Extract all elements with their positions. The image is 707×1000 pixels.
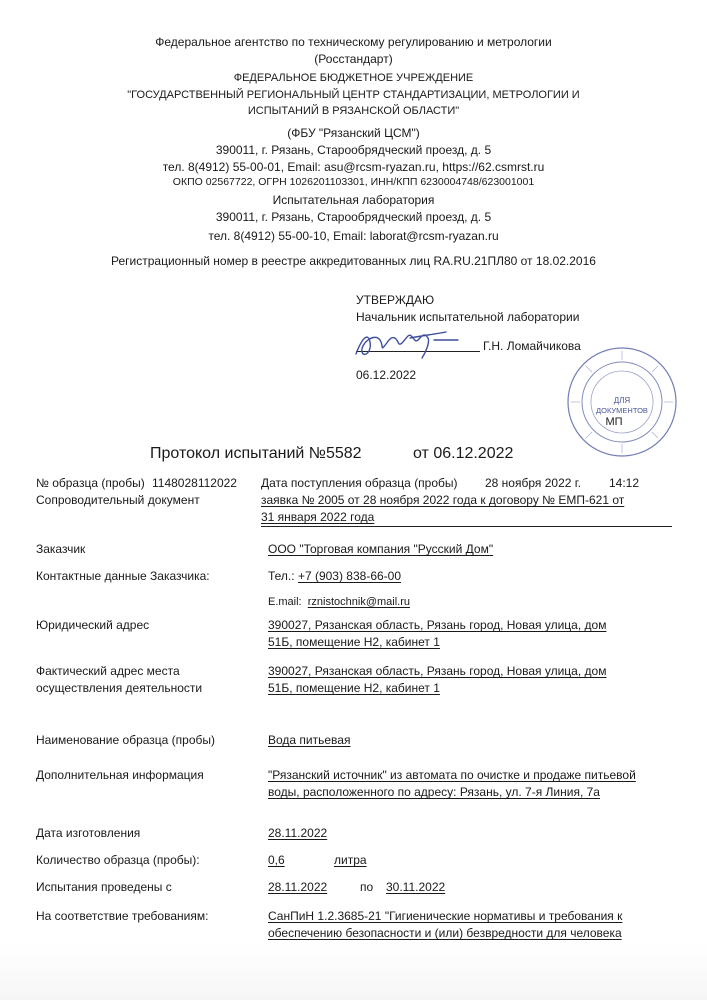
doc-underline: [261, 526, 672, 527]
made-date-value: 28.11.2022: [268, 826, 328, 840]
registration-number: Регистрационный номер в реестре аккредитованных лиц RA.RU.21ПЛ80 от 18.02.2016: [111, 254, 596, 268]
actual-address-line-1: 390027, Рязанская область, Рязань город, Новая улица, дом: [268, 664, 607, 678]
sample-number-value: 1148028112022: [152, 476, 237, 490]
legal-address-line-1: 390027, Рязанская область, Рязань город, Новая улица, дом: [268, 618, 607, 632]
protocol-date: от 06.12.2022: [413, 445, 514, 462]
approver-name: Г.Н. Ломайчикова: [483, 339, 581, 353]
email-value: rznistochnik@mail.ru: [307, 596, 410, 608]
institution-short: (ФБУ "Рязанский ЦСМ"): [287, 126, 420, 140]
institution-type: ФЕДЕРАЛЬНОЕ БЮДЖЕТНОЕ УЧРЕЖДЕНИЕ: [233, 72, 474, 84]
sample-name-value: Вода питьевая: [268, 733, 351, 747]
stamp-icon: [566, 346, 678, 458]
tests-from-value: 28.11.2022: [268, 880, 328, 894]
phone-row: [268, 569, 401, 583]
tests-to-value: 30.11.2022: [386, 880, 446, 894]
lab-address: 390011, г. Рязань, Старообрядческий проезд, д. 5: [215, 210, 492, 224]
phone-prefix: Тел.:: [268, 569, 298, 583]
institution-address: 390011, г. Рязань, Старообрядческий проезд, д. 5: [215, 143, 492, 157]
bottom-fade: [0, 944, 707, 1000]
sample-name-label: Наименование образца (пробы): [36, 733, 215, 747]
quantity-value: 0,6: [268, 853, 285, 867]
receipt-date-value: 28 ноября 2022 г.: [485, 476, 581, 490]
quantity-unit: литра: [334, 853, 367, 867]
institution-name-line-2: ИСПЫТАНИЙ В РЯЗАНСКОЙ ОБЛАСТИ": [247, 105, 460, 117]
receipt-date-label: Дата поступления образца (пробы): [261, 476, 458, 490]
tests-period-label: Испытания проведены с: [36, 880, 172, 894]
customer-label: Заказчик: [36, 542, 86, 556]
email-prefix: E.mail:: [268, 596, 302, 608]
actual-address-label-line-2: осуществления деятельности: [36, 681, 203, 695]
institution-codes: ОКПО 02567722, ОГРН 1026201103301, ИНН/КПП 6230004748/623001001: [172, 176, 535, 188]
extra-info-label: Дополнительная информация: [36, 768, 204, 782]
phone-value: +7 (903) 838-66-00: [297, 569, 402, 583]
extra-info-line-2: воды, расположенного по адресу: Рязань, ул. 7-я Линия, 7а: [268, 785, 600, 799]
contacts-label: Контактные данные Заказчика:: [36, 569, 210, 583]
accompanying-doc-value-line-1: заявка № 2005 от 28 ноября 2022 года к договору № ЕМП-621 от: [261, 493, 625, 507]
protocol-title: Протокол испытаний №5582: [150, 445, 362, 462]
made-date-label: Дата изготовления: [36, 826, 141, 840]
stamp-center-line-1: ДЛЯ: [613, 396, 631, 405]
lab-contacts: тел. 8(4912) 55-00-10, Email: laborat@rcsm-ryazan.ru: [208, 229, 499, 243]
signature-icon: [350, 318, 460, 366]
lab-name: Испытательная лаборатория: [272, 193, 435, 207]
actual-address-line-2: 51Б, помещение Н2, кабинет 1: [268, 681, 440, 695]
requirements-line-2: обеспечению безопасности и (или) безвредности для человека: [268, 926, 622, 940]
agency-short: (Росстандарт): [314, 52, 393, 66]
institution-name-line-1: "ГОСУДАРСТВЕННЫЙ РЕГИОНАЛЬНЫЙ ЦЕНТР СТАНДАРТИЗАЦИИ, МЕТРОЛОГИИ И: [127, 89, 580, 101]
tests-to-label: по: [360, 880, 374, 894]
requirements-line-1: СанПиН 1.2.3685-21 "Гигиенические нормативы и требования к: [268, 909, 623, 923]
approval-position: Начальник испытательной лаборатории: [356, 310, 580, 324]
extra-info-line-1: "Рязанский источник" из автомата по очистке и продаже питьевой: [268, 768, 636, 782]
stamp-center-line-2: ДОКУМЕНТОВ: [596, 406, 648, 415]
email-row: [268, 596, 410, 608]
approval-date: 06.12.2022: [356, 368, 417, 382]
quantity-label: Количество образца (пробы):: [36, 853, 200, 867]
customer-value: ООО "Торговая компания "Русский Дом": [268, 542, 494, 556]
legal-address-line-2: 51Б, помещение Н2, кабинет 1: [268, 635, 440, 649]
receipt-time-value: 14:12: [609, 476, 640, 490]
agency-name: Федеральное агентство по техническому регулированию и метрологии: [155, 35, 552, 49]
sample-number-label: № образца (пробы): [36, 476, 145, 490]
approval-label: УТВЕРЖДАЮ: [356, 293, 435, 307]
requirements-label: На соответствие требованиям:: [36, 909, 209, 923]
accompanying-doc-label: Сопроводительный документ: [36, 493, 200, 507]
actual-address-label-line-1: Фактический адрес места: [36, 664, 180, 678]
accompanying-doc-value-line-2: 31 января 2022 года: [261, 510, 375, 524]
legal-address-label: Юридический адрес: [36, 618, 150, 632]
institution-contacts: тел. 8(4912) 55-00-01, Email: asu@rcsm-ryazan.ru, https://62.csmrst.ru: [162, 160, 545, 174]
stamp-mp-label: МП: [605, 416, 623, 428]
